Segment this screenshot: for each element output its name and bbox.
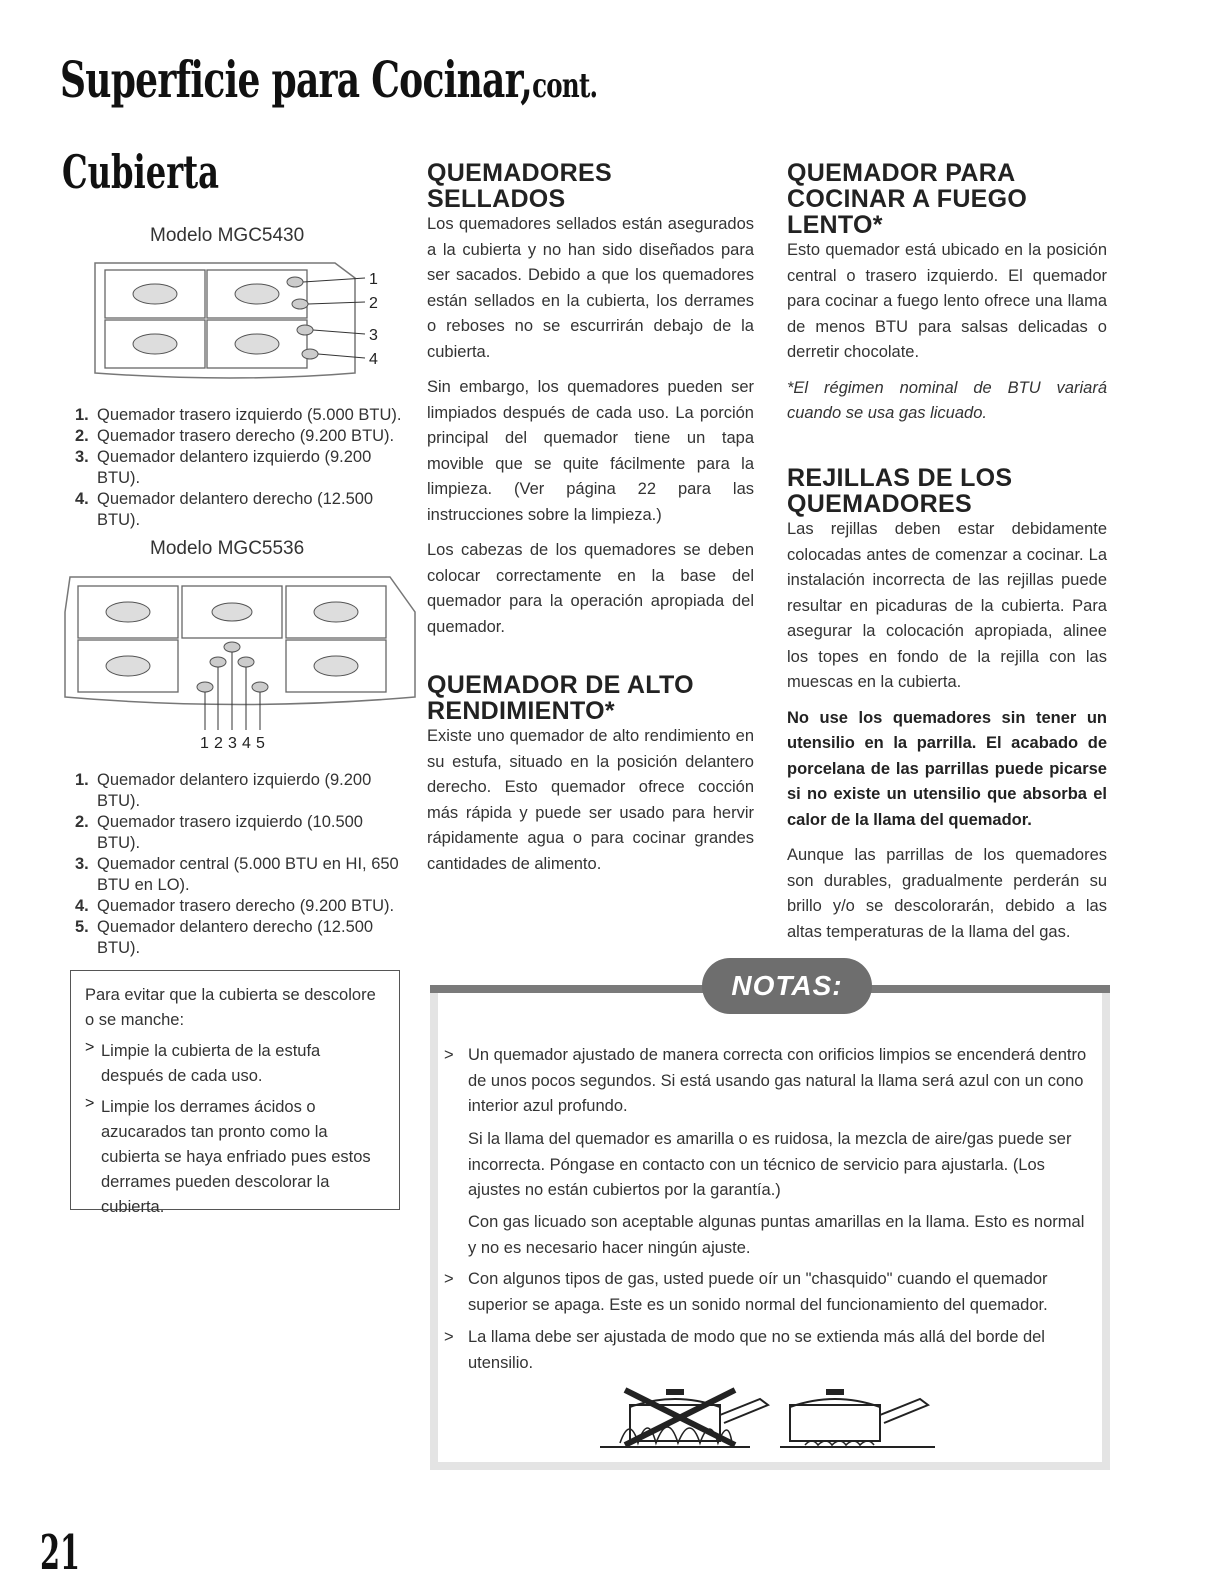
sealed-para-3: Los cabezas de los quemadores se deben colocar correctamente en la base del quemador para la operación apropiada del quemador. bbox=[427, 541, 754, 636]
callout-3: 3 bbox=[228, 735, 237, 752]
list-item: 3. Quemador central (5.000 BTU en HI, 650 BTU en LO). bbox=[75, 855, 399, 894]
flame-size-illustration bbox=[590, 1385, 950, 1455]
note-item: > La llama debe ser ajustada de modo que no se extienda más allá del borde del utensilio. bbox=[444, 1325, 1094, 1376]
grates-para-1: Las rejillas deben estar debidamente colocadas antes de comenzar a cocinar. La instalación incorrecta de las rejillas puede resultar en picaduras de la cubierta. Para asegurar la colocación apropiada, alinee los topes en fondo de la rejilla con las muescas en la cubierta. bbox=[787, 520, 1107, 691]
note-para: Con gas licuado son aceptable algunas puntas amarillas en la llama. Esto es normal y no es necesario hacer ningún ajuste. bbox=[468, 1213, 1085, 1257]
callout-5: 5 bbox=[256, 735, 265, 752]
high-heading: QUEMADOR DE ALTO RENDIMIENTO* bbox=[427, 671, 694, 725]
box-intro: Para evitar que la cubierta se descolore o se manche: bbox=[85, 986, 376, 1029]
sealed-para-2: Sin embargo, los quemadores pueden ser limpiados después de cada uso. La porción principal del quemador tiene un tapa movible que se quite fácilmente para la limpieza. (Ver página 22 para las instrucciones sobre la limpieza.) bbox=[427, 378, 754, 524]
section-title: Cubierta bbox=[62, 145, 219, 199]
model2-label: Modelo MGC5536 bbox=[150, 538, 305, 559]
model2-burner-list bbox=[75, 770, 400, 959]
callout-1: 1 bbox=[369, 271, 378, 288]
notes-badge: NOTAS: bbox=[702, 958, 872, 1014]
grates-section bbox=[787, 465, 1107, 955]
sealed-burners-section bbox=[427, 160, 754, 650]
model1-burner-list bbox=[75, 405, 410, 531]
list-item: 3. Quemador delantero izquierdo (9.200 BTU). bbox=[75, 448, 372, 487]
note-item: > Con algunos tipos de gas, usted puede oír un "chasquido" cuando el quemador superior se apaga. Este es un sonido normal del funcionamiento del quemador. bbox=[444, 1267, 1094, 1318]
high-para: Existe uno quemador de alto rendimiento en su estufa, situado en la posición delantero derecho. Esto quemador ofrece cocción más rápida y puede ser usado para hervir rápidamente agua o para cocinar grandes cantidades de alimento. bbox=[427, 727, 754, 873]
callout-3: 3 bbox=[369, 327, 378, 344]
callout-4: 4 bbox=[369, 351, 378, 368]
callout-1: 1 bbox=[200, 735, 209, 752]
callout-4: 4 bbox=[242, 735, 251, 752]
arrow-icon: > bbox=[444, 1046, 454, 1064]
list-item: 5. Quemador delantero derecho (12.500 BTU). bbox=[75, 918, 374, 957]
page-title: Superficie para Cocinar,cont. bbox=[60, 50, 598, 109]
list-item: > Limpie la cubierta de la estufa después de cada uso. bbox=[85, 1039, 321, 1085]
list-item: 1. Quemador trasero izquierdo (5.000 BTU). bbox=[75, 406, 402, 424]
grates-warning: No use los quemadores sin tener un utensilio en la parrilla. El acabado de porcelana de las parrillas puede picarse si no existe un utensilio que absorba el calor de la llama del quemador. bbox=[787, 708, 1107, 829]
arrow-icon: > bbox=[444, 1270, 454, 1288]
cooktop-mgc5536-diagram bbox=[60, 572, 420, 767]
callout-2: 2 bbox=[214, 735, 223, 752]
sealed-para-1: Los quemadores sellados están asegurados a la cubierta y no han sido diseñados para ser sacados. Debido a que los quemadores están sellados en la cubierta, los derrames o reboses no se escurrirán debajo de la cubierta. bbox=[427, 215, 754, 361]
list-item: 2. Quemador trasero izquierdo (10.500 BTU). bbox=[75, 813, 363, 852]
simmer-section bbox=[787, 160, 1107, 437]
model1-label: Modelo MGC5430 bbox=[150, 225, 305, 246]
list-item: > Limpie los derrames ácidos o azucarados tan pronto como la cubierta se haya enfriado pues estos derrames pueden descolorar la cubierta. bbox=[85, 1095, 371, 1216]
sealed-heading: QUEMADORES SELLADOS bbox=[427, 159, 612, 213]
note-item: > Un quemador ajustado de manera correcta con orificios limpios se encenderá dentro de unos pocos segundos. Si está usando gas natural la llama será azul con un cono interior azul profundo. bbox=[444, 1043, 1094, 1120]
correct-flame-pan-icon bbox=[780, 1389, 935, 1447]
grates-para-2: Aunque las parrillas de los quemadores son durables, gradualmente perderán su brillo y/o se descolorarán, debido a las altas temperaturas de la llama del gas. bbox=[787, 846, 1107, 941]
list-item: 4. Quemador trasero derecho (9.200 BTU). bbox=[75, 897, 395, 915]
list-item: 2. Quemador trasero derecho (9.200 BTU). bbox=[75, 427, 395, 445]
cooktop-mgc5430-diagram bbox=[85, 258, 395, 388]
notes-panel bbox=[430, 970, 1110, 1470]
note-para: Si la llama del quemador es amarilla o es ruidosa, la mezcla de aire/gas puede ser incorrecta. Póngase en contacto con un técnico de servicio para ajustarla. (Los ajustes no están cubiertos por la garantía.) bbox=[468, 1130, 1072, 1199]
high-output-section bbox=[427, 672, 754, 887]
page-number: 21 bbox=[40, 1525, 81, 1581]
list-item: 4. Quemador delantero derecho (12.500 BTU). bbox=[75, 490, 374, 529]
list-item: 1. Quemador delantero izquierdo (9.200 BTU). bbox=[75, 771, 372, 810]
simmer-para: Esto quemador está ubicado en la posición central o trasero izquierdo. El quemador para cocinar a fuego lento ofrece una llama de menos BTU para salsas delicadas o derretir chocolate. bbox=[787, 241, 1107, 361]
cleaning-tip-box bbox=[70, 970, 400, 1216]
simmer-heading: QUEMADOR PARA COCINAR A FUEGO LENTO* bbox=[787, 159, 1028, 239]
incorrect-flame-pan-icon bbox=[600, 1389, 768, 1447]
simmer-note: *El régimen nominal de BTU variará cuando se usa gas licuado. bbox=[787, 378, 1107, 422]
grates-heading: REJILLAS DE LOS QUEMADORES bbox=[787, 464, 1013, 518]
arrow-icon: > bbox=[444, 1328, 454, 1346]
page-title-cont: cont. bbox=[532, 66, 598, 106]
callout-2: 2 bbox=[369, 295, 378, 312]
